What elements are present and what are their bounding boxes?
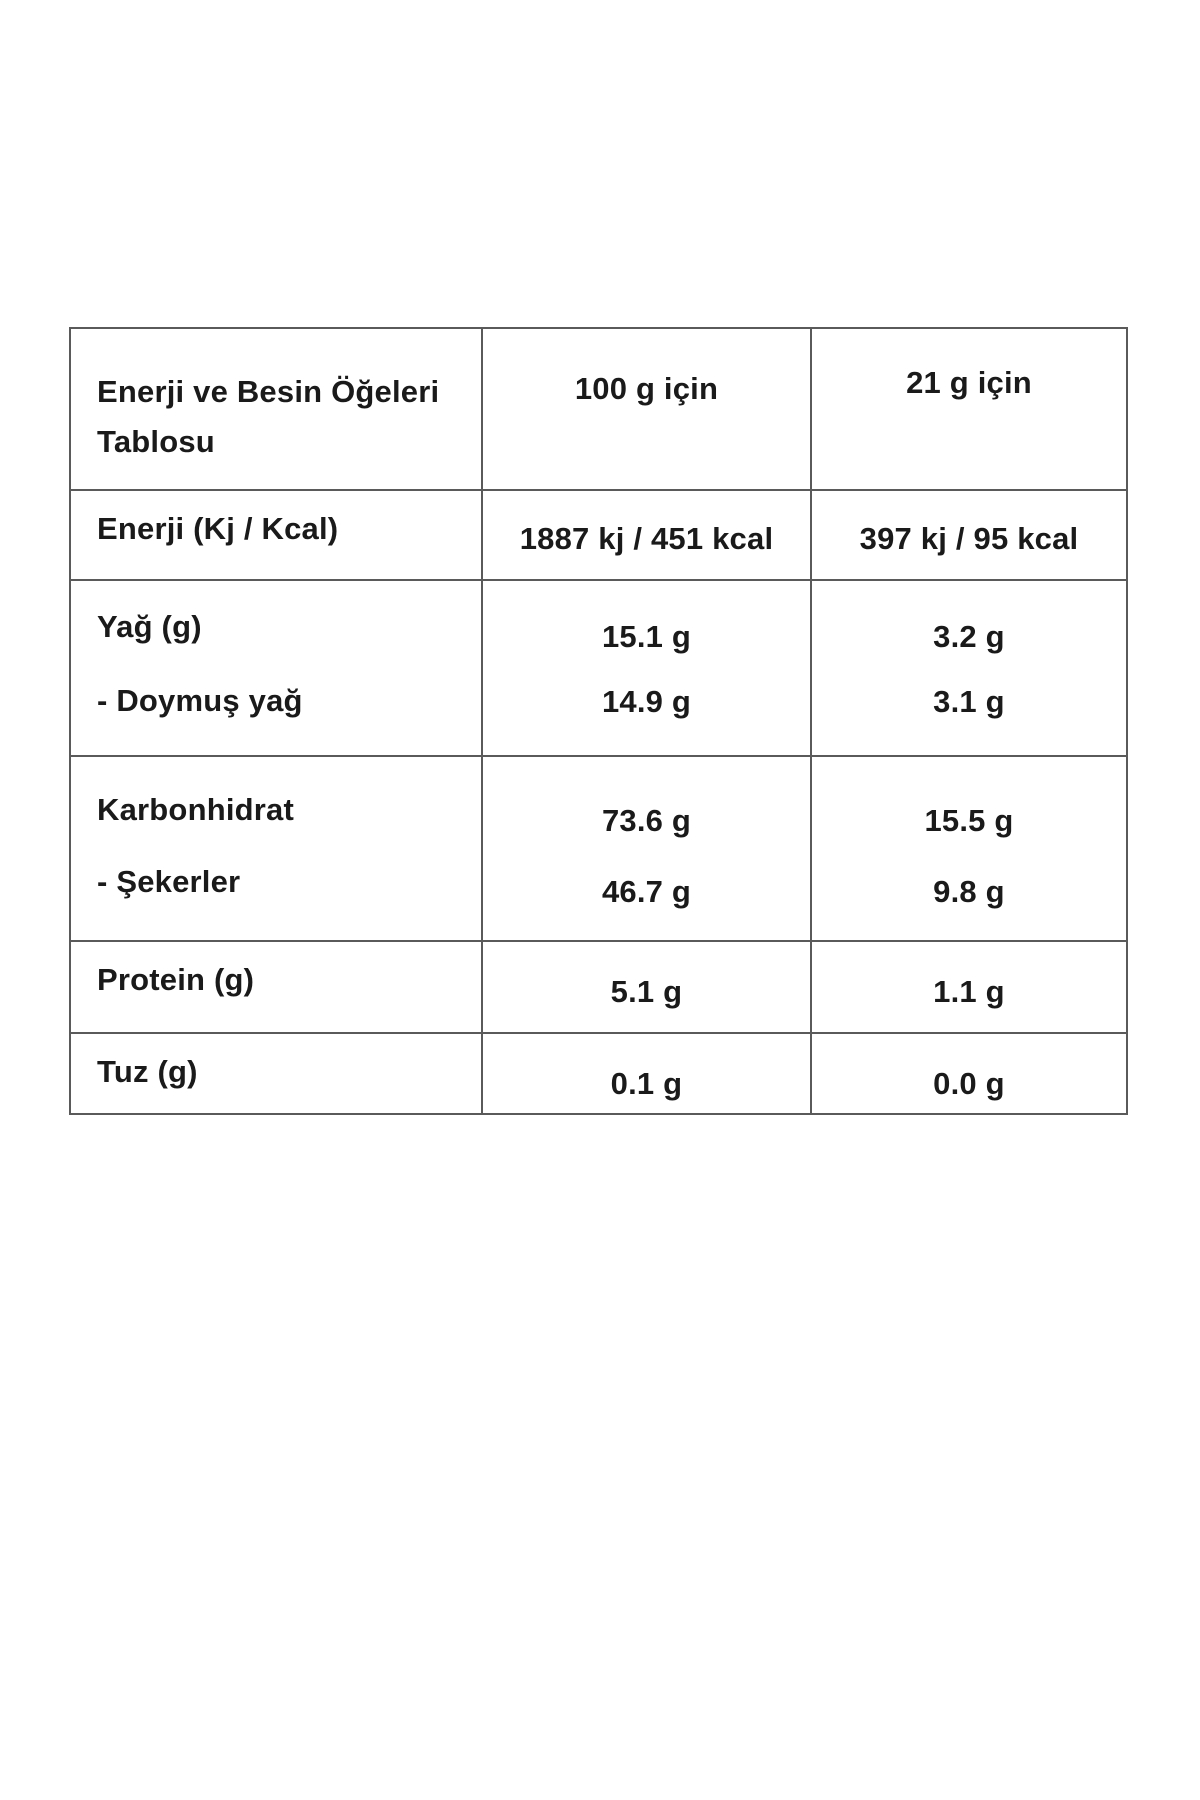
value-100g: 1887 kj / 451 kcal (519, 521, 774, 556)
value-21g: 15.5 g (924, 803, 1014, 838)
table-row-energy (71, 491, 1126, 581)
value-cell-100g (483, 757, 812, 940)
nutrition-table (69, 327, 1128, 1115)
table-row-salt (71, 1034, 1126, 1113)
row-label-cell (71, 757, 483, 940)
row-sub-label: - Doymuş yağ (97, 683, 303, 718)
sub-value-21g: 3.1 g (933, 684, 1005, 719)
row-label: Yağ (g) (97, 609, 202, 644)
value-cell-21g (812, 581, 1126, 755)
header-col-100g (483, 329, 812, 489)
row-label-cell (71, 491, 483, 579)
table-title: Enerji ve Besin Öğeleri Tablosu (97, 374, 440, 459)
row-sub-label: - Şekerler (97, 864, 241, 899)
column-header-100g: 100 g için (574, 371, 719, 406)
value-100g: 5.1 g (610, 974, 683, 1009)
table-row-protein (71, 942, 1126, 1034)
value-100g: 15.1 g (601, 619, 692, 654)
value-21g: 1.1 g (933, 974, 1005, 1009)
value-100g: 73.6 g (601, 803, 692, 838)
value-cell-21g (812, 942, 1126, 1032)
value-21g: 3.2 g (933, 619, 1005, 654)
value-cell-21g (812, 757, 1126, 940)
table-row-carbohydrate (71, 757, 1126, 942)
row-label: Tuz (g) (97, 1054, 198, 1089)
row-label: Karbonhidrat (97, 792, 295, 827)
value-21g: 0.0 g (933, 1066, 1005, 1101)
value-cell-100g (483, 1034, 812, 1113)
row-label-cell (71, 1034, 483, 1113)
row-label: Enerji (Kj / Kcal) (97, 511, 339, 546)
column-header-21g: 21 g için (906, 365, 1032, 400)
sub-value-21g: 9.8 g (933, 874, 1005, 909)
value-cell-21g (812, 491, 1126, 579)
table-row-fat (71, 581, 1126, 757)
value-cell-100g (483, 942, 812, 1032)
sub-value-100g: 46.7 g (601, 874, 692, 909)
header-label-cell (71, 329, 483, 489)
row-label: Protein (g) (97, 962, 255, 997)
row-label-cell (71, 942, 483, 1032)
row-label-cell (71, 581, 483, 755)
value-cell-100g (483, 581, 812, 755)
value-cell-21g (812, 1034, 1126, 1113)
header-col-21g (812, 329, 1126, 489)
value-cell-100g (483, 491, 812, 579)
table-header-row (71, 329, 1126, 491)
value-21g: 397 kj / 95 kcal (859, 521, 1079, 556)
value-100g: 0.1 g (610, 1066, 683, 1101)
sub-value-100g: 14.9 g (601, 684, 692, 719)
